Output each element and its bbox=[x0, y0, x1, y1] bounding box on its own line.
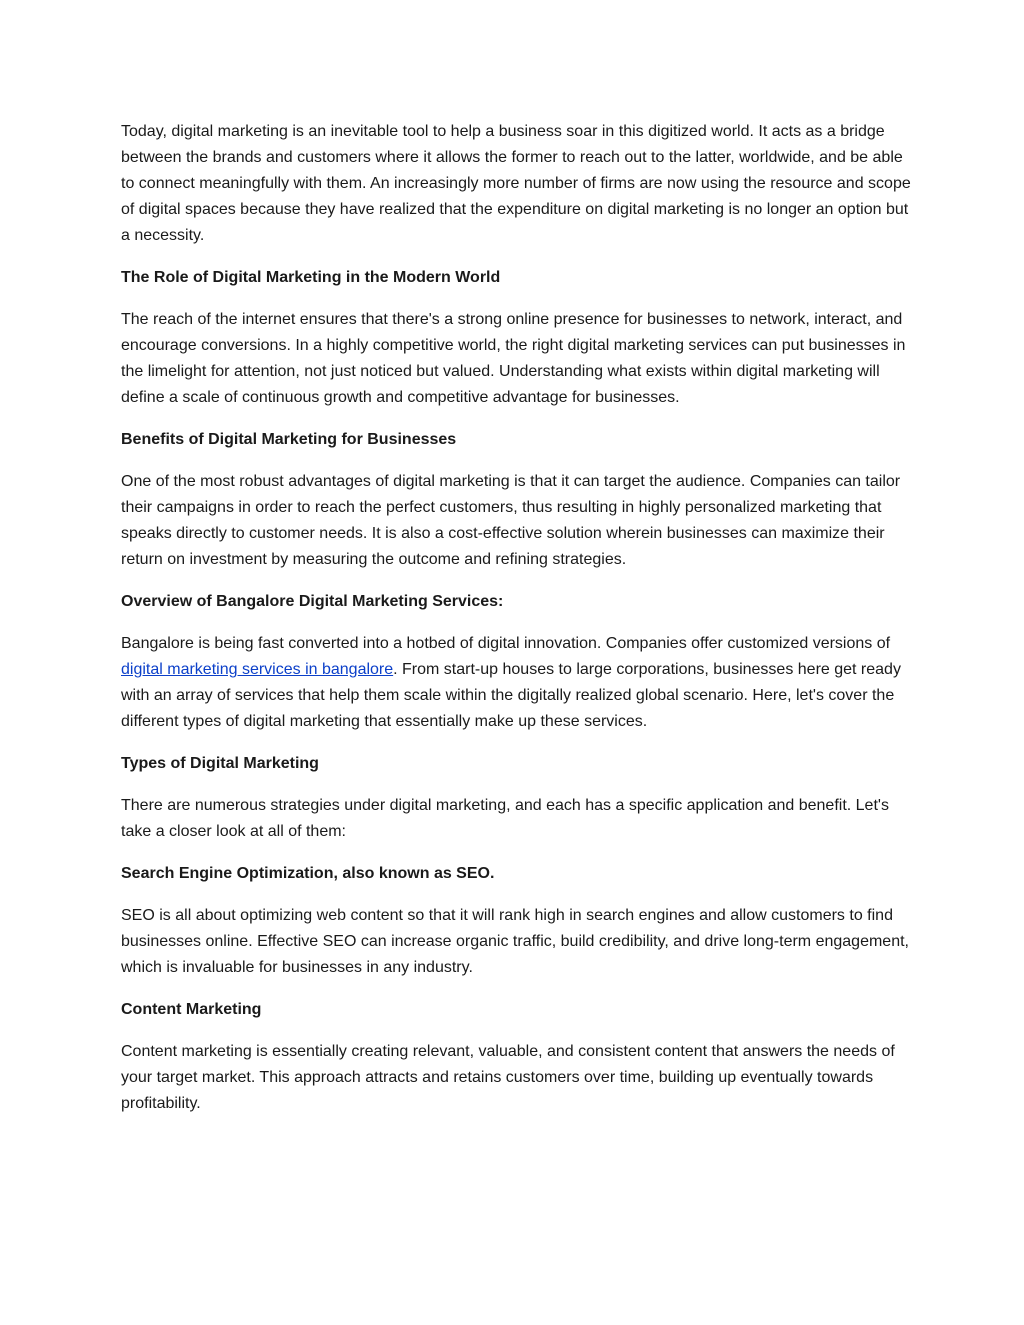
section-body-benefits: One of the most robust advantages of digital marketing is that it can target the audience. Companies can tailor their campaigns in order to reach the perfect customers, thus resulting in highly personalized marketing that speaks directly to customer needs. It is also a cost-effective solution wherein businesses can maximize their return on investment by measuring the outcome and refining strategies. bbox=[121, 473, 901, 568]
bangalore-text-after-link: . From start-up houses to large corporations, businesses here get ready with an array of services that help them scale within the digitally realized global scenario. Here, let's cover the different types of digital marketing that essentially make up these services. bbox=[121, 661, 901, 730]
bangalore-text-before-link: Bangalore is being fast converted into a hotbed of digital innovation. Companies offer customized versions of bbox=[121, 635, 891, 652]
section-heading-benefits: Benefits of Digital Marketing for Businesses bbox=[121, 431, 457, 448]
section-body-types: There are numerous strategies under digital marketing, and each has a specific application and benefit. Let's take a closer look at all of them: bbox=[121, 797, 889, 840]
section-heading-seo: Search Engine Optimization, also known as SEO. bbox=[121, 865, 495, 882]
section-body-seo: SEO is all about optimizing web content so that it will rank high in search engines and allow customers to find businesses online. Effective SEO can increase organic traffic, build credibility, and drive long-term engagement, which is invaluable for businesses in any industry. bbox=[121, 907, 909, 976]
document-page bbox=[121, 119, 911, 1133]
section-heading-bangalore-overview: Overview of Bangalore Digital Marketing Services: bbox=[121, 593, 504, 610]
digital-marketing-services-link[interactable]: digital marketing services in bangalore bbox=[121, 661, 394, 678]
intro-paragraph: Today, digital marketing is an inevitable tool to help a business soar in this digitized world. It acts as a bridge between the brands and customers where it allows the former to reach out to the latter, worldwide, and be able to connect meaningfully with them. An increasingly more number of firms are now using the resource and scope of digital spaces because they have realized that the expenditure on digital marketing is no longer an option but a necessity. bbox=[121, 123, 911, 244]
section-body-role: The reach of the internet ensures that there's a strong online presence for businesses to network, interact, and encourage conversions. In a highly competitive world, the right digital marketing services can put businesses in the limelight for attention, not just noticed but valued. Understanding what exists within digital marketing will define a scale of continuous growth and competitive advantage for businesses. bbox=[121, 311, 906, 406]
section-heading-role: The Role of Digital Marketing in the Modern World bbox=[121, 269, 501, 286]
section-body-bangalore-overview bbox=[121, 631, 911, 735]
section-body-content-marketing: Content marketing is essentially creating relevant, valuable, and consistent content that answers the needs of your target market. This approach attracts and retains customers over time, building up eventually towards profitability. bbox=[121, 1043, 895, 1112]
section-heading-content-marketing: Content Marketing bbox=[121, 1001, 262, 1018]
section-heading-types: Types of Digital Marketing bbox=[121, 755, 319, 772]
